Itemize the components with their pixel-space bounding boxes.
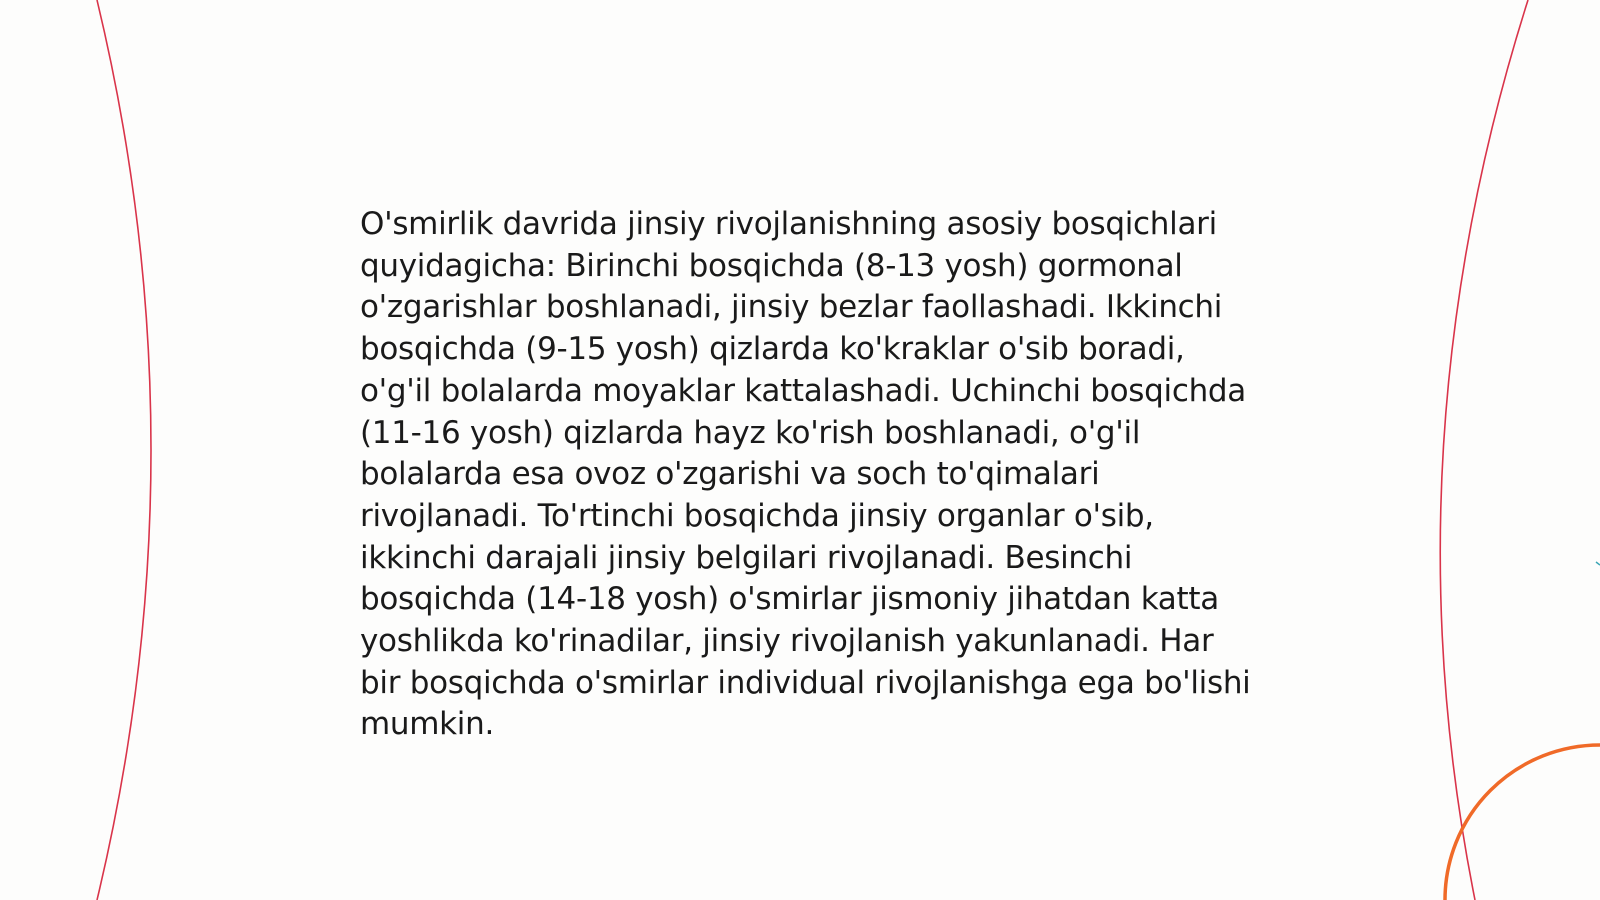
right-curve-line bbox=[1440, 0, 1528, 900]
left-curve-line bbox=[97, 0, 151, 900]
orange-accent-arc bbox=[1445, 745, 1600, 900]
slide-body-text: O'smirlik davrida jinsiy rivojlanishning asosiy bosqichlari quyidagicha: Birinchi bosqichda (8-13 yosh) gormonal o'zgarishlar boshlanadi, jinsiy bezlar faollashadi. Ikkinchi bosqichda (9-15 yosh) qizlarda ko'kraklar o'sib boradi, o'g'il bolalarda moyaklar kattalashadi. Uchinchi bosqichda (11-16 yosh) qizlarda hayz ko'rish boshlanadi, o'g'il bolalarda esa ovoz o'zgarishi va soch to'qimalari rivojlanadi. To'rtinchi bosqichda jinsiy organlar o'sib, ikkinchi darajali jinsiy belgilari rivojlanadi. Besinchi bosqichda (14-18 yosh) o'smirlar jismoniy jihatdan katta yoshlikda ko'rinadilar, jinsiy rivojlanish yakunlanadi. Har bir bosqichda o'smirlar individual rivojlanishga ega bo'lishi mumkin. bbox=[360, 206, 1251, 743]
teal-accent-mark bbox=[1596, 562, 1600, 565]
